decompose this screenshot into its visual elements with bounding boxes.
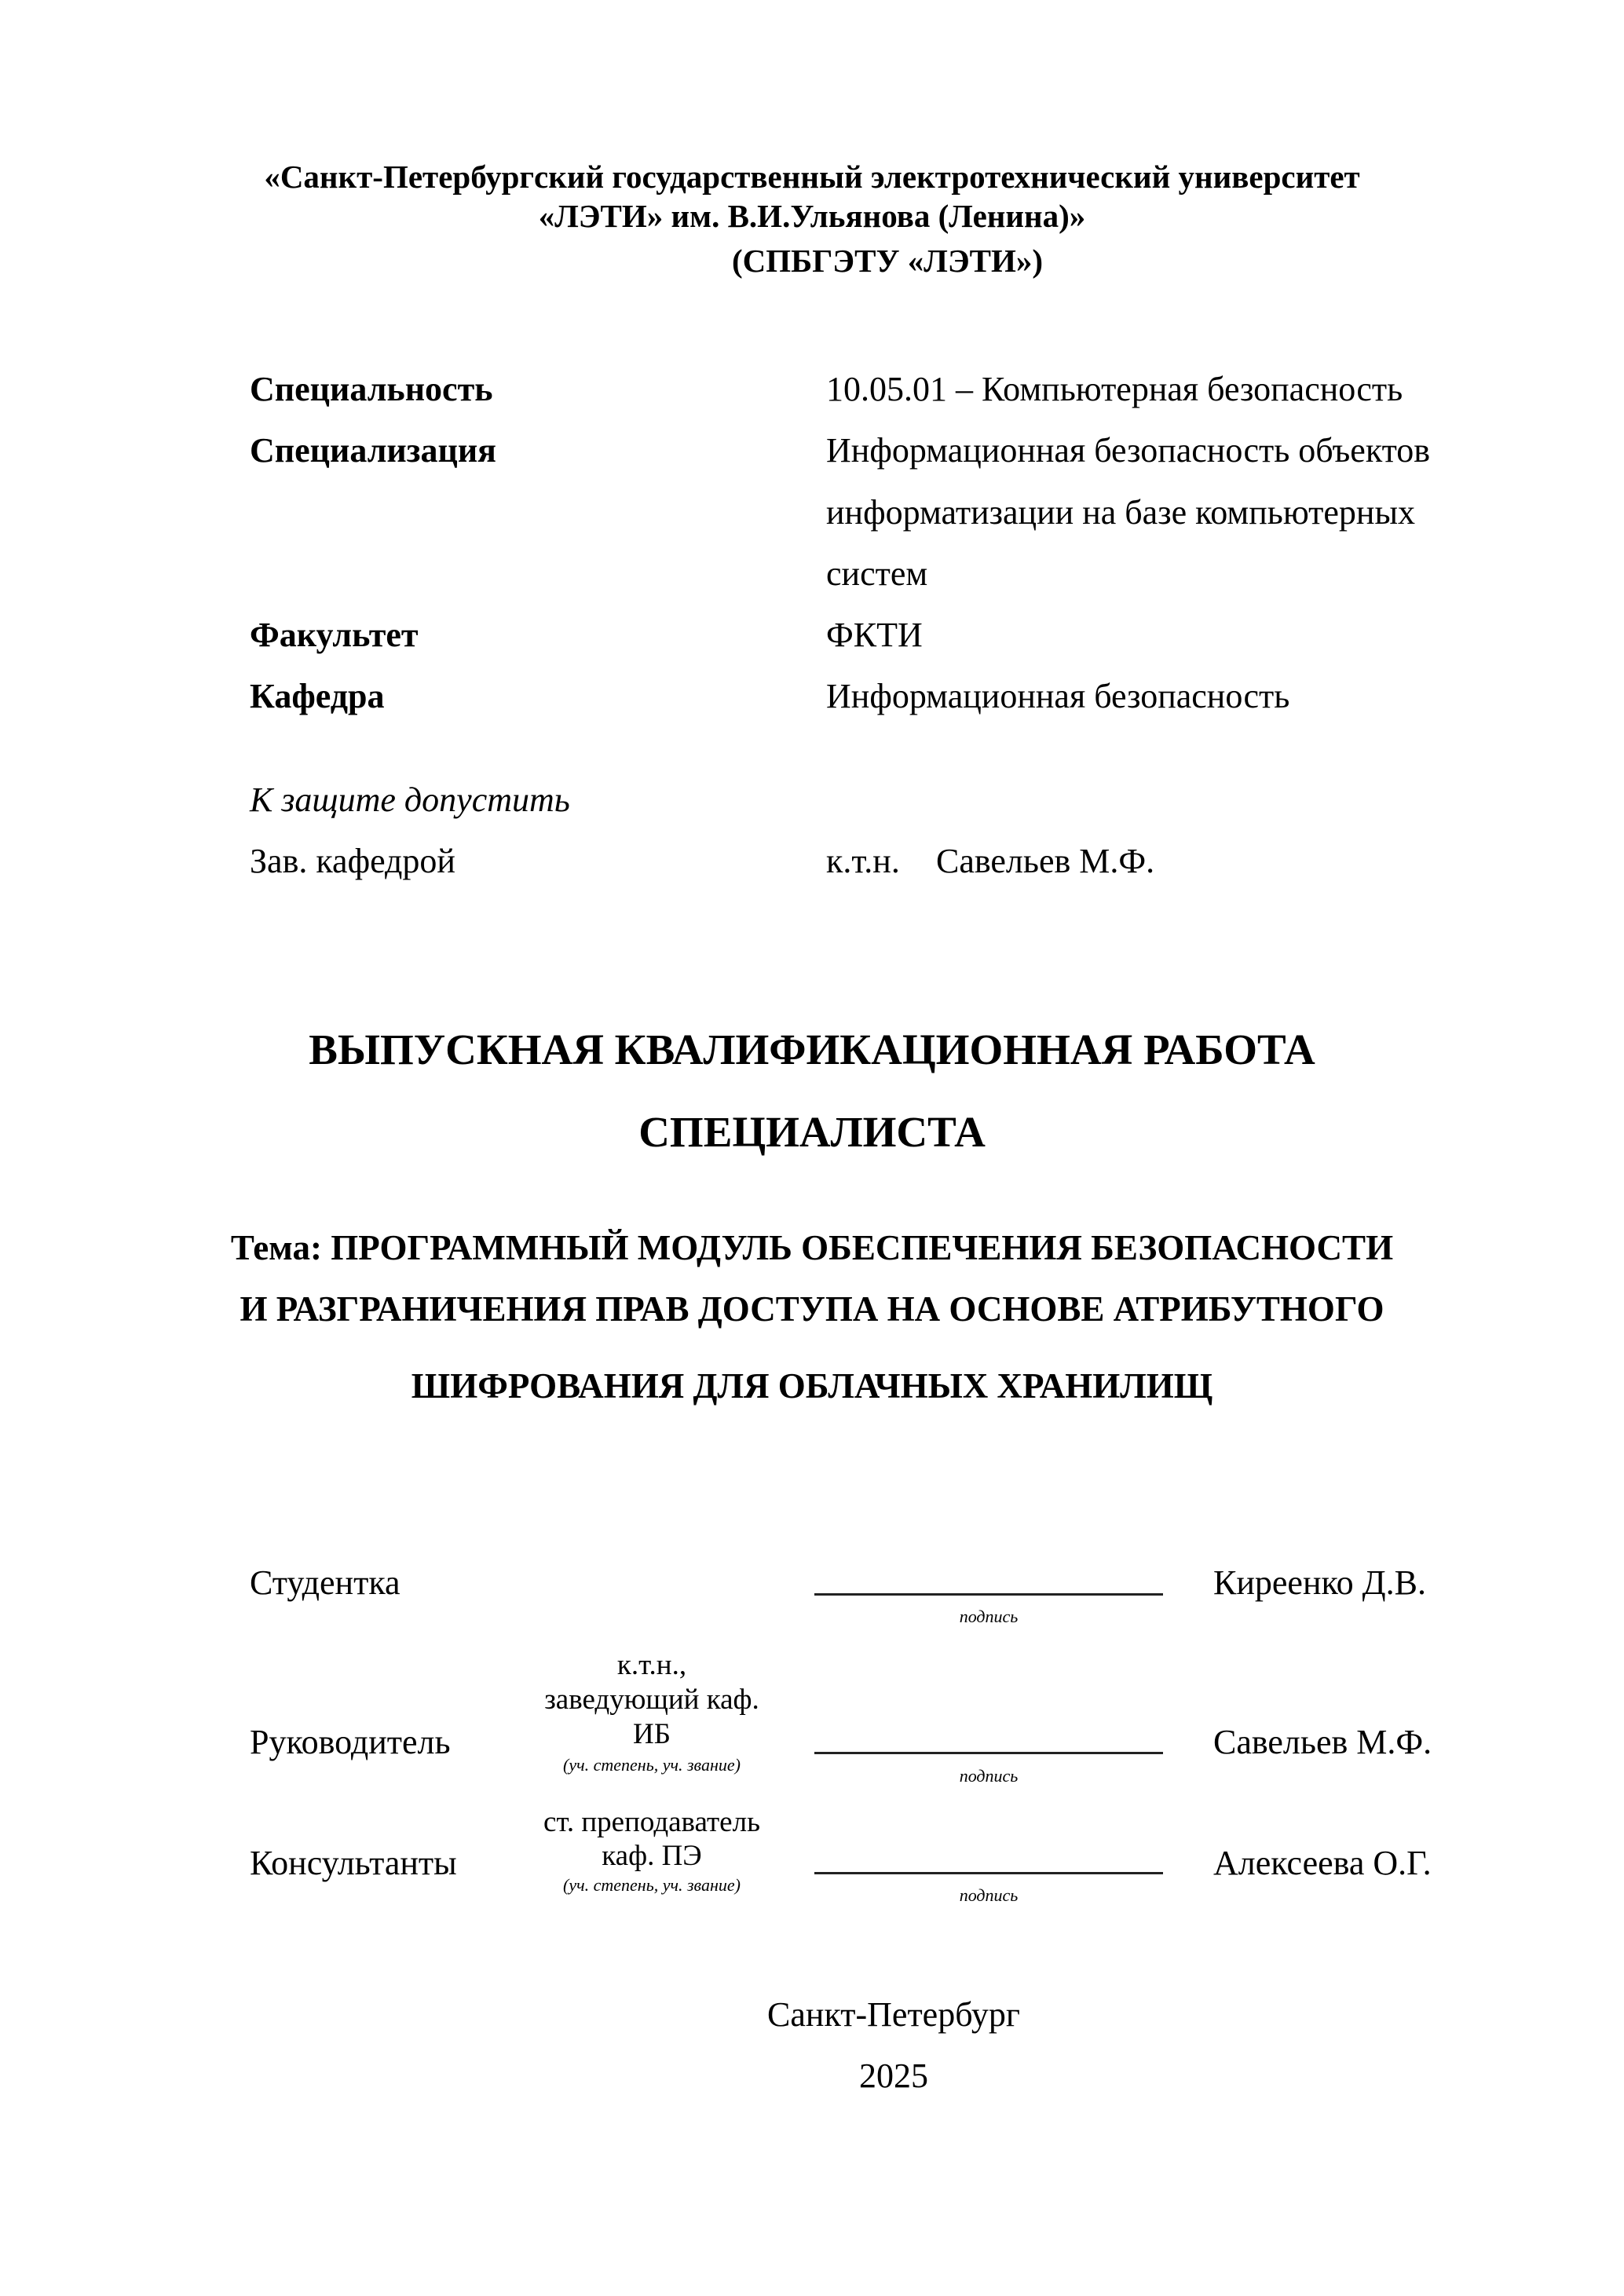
work-title-line2: СПЕЦИАЛИСТА [638,1108,986,1156]
student-role-label: Студентка [250,1563,401,1602]
consultant-degree-caption: (уч. степень, уч. звание) [563,1875,741,1895]
student-name: Киреенко Д.В. [1213,1563,1427,1602]
supervisor-position-line2: заведующий каф. [544,1684,759,1716]
admit-to-defense-label: К защите допустить [250,781,570,819]
specialization-label: Специализация [250,431,496,470]
faculty-value: ФКТИ [826,616,923,654]
student-signature-caption: подпись [959,1607,1019,1626]
topic-line1: Тема: ПРОГРАММНЫЙ МОДУЛЬ ОБЕСПЕЧЕНИЯ БЕЗОПАСНОСТИ [230,1228,1394,1267]
specialization-value-line1: Информационная безопасность объектов [826,431,1431,470]
consultant-name: Алексеева О.Г. [1213,1844,1432,1882]
topic-line3: ШИФРОВАНИЯ ДЛЯ ОБЛАЧНЫХ ХРАНИЛИЩ [411,1366,1213,1406]
supervisor-role-label: Руководитель [250,1723,451,1761]
specialty-value: 10.05.01 – Компьютерная безопасность [826,370,1403,408]
head-name: Савельев М.Ф. [936,842,1155,880]
specialization-value-line3: систем [826,554,928,593]
topic-line2: И РАЗГРАНИЧЕНИЯ ПРАВ ДОСТУПА НА ОСНОВЕ АТРИБУТНОГО [240,1289,1384,1329]
consultant-position-line2: каф. ПЭ [602,1840,702,1872]
supervisor-position-line1: к.т.н., [616,1649,687,1681]
specialty-label: Специальность [250,370,493,408]
student-signature-line [814,1593,1163,1596]
supervisor-name: Савельев М.Ф. [1213,1723,1432,1761]
city: Санкт-Петербург [767,1995,1020,2034]
supervisor-signature-caption: подпись [959,1766,1019,1786]
supervisor-degree-caption: (уч. степень, уч. звание) [563,1755,741,1775]
supervisor-signature-line [814,1752,1163,1754]
university-name-line1: «Санкт-Петербургский государственный электротехнический университет [264,159,1360,195]
head-degree: к.т.н. [826,842,900,880]
supervisor-position-line3: ИБ [633,1718,671,1750]
department-value: Информационная безопасность [826,677,1290,715]
consultant-signature-line [814,1872,1163,1874]
head-of-department-label: Зав. кафедрой [250,842,455,880]
consultant-role-label: Консультанты [250,1844,457,1882]
consultant-position-line1: ст. преподаватель [543,1806,760,1838]
faculty-label: Факультет [250,616,419,654]
specialization-value-line2: информатизации на базе компьютерных [826,493,1416,532]
university-abbrev: (СПБГЭТУ «ЛЭТИ») [731,243,1044,279]
department-label: Кафедра [250,677,385,715]
university-name-line2: «ЛЭТИ» им. В.И.Ульянова (Ленина)» [538,198,1086,234]
work-title-line1: ВЫПУСКНАЯ КВАЛИФИКАЦИОННАЯ РАБОТА [309,1026,1315,1073]
year: 2025 [859,2057,928,2095]
consultant-signature-caption: подпись [959,1885,1019,1905]
